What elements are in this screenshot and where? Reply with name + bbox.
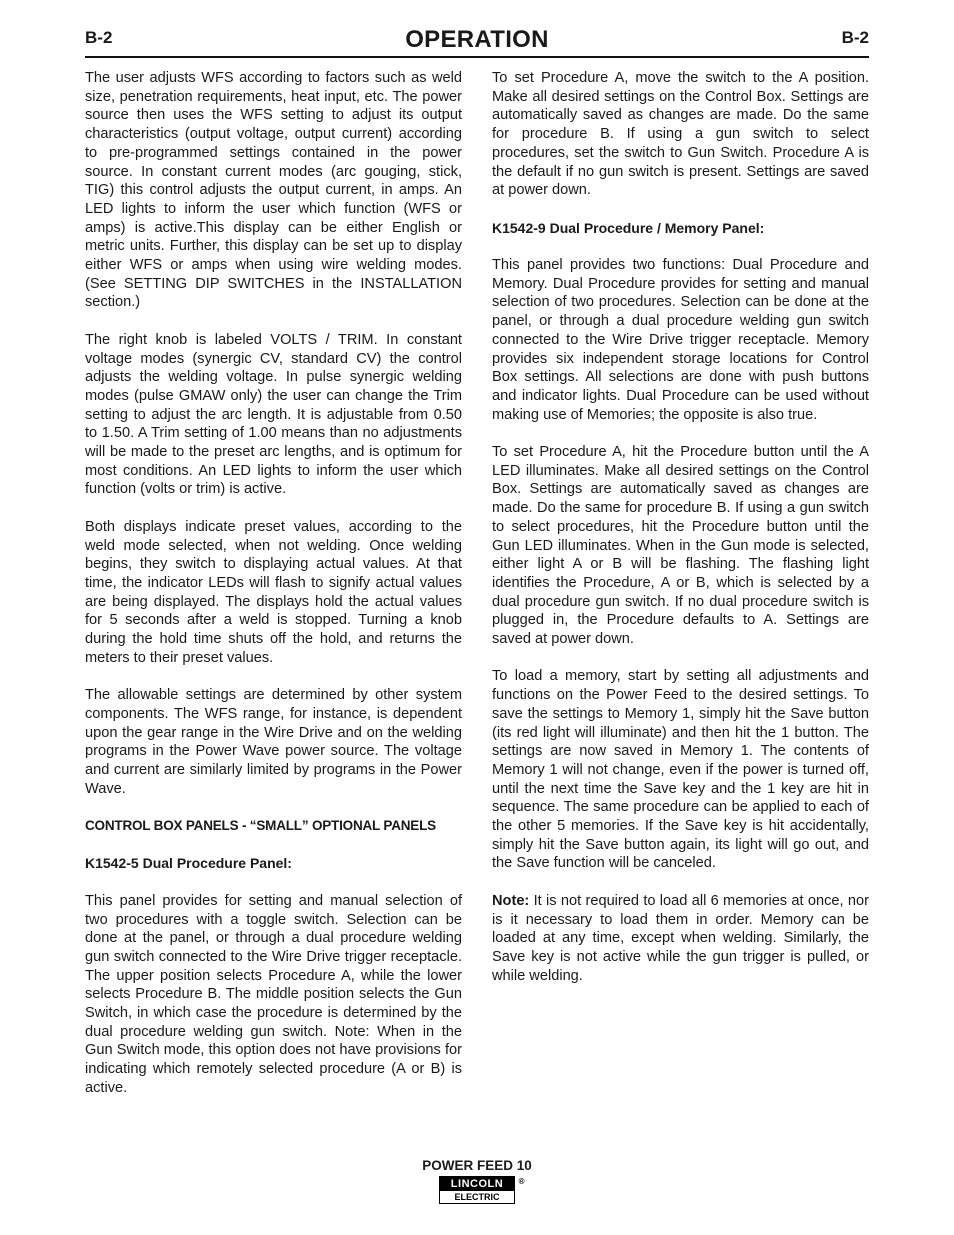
page-number-right: B-2 (841, 28, 869, 47)
lincoln-electric-logo (439, 1176, 525, 1204)
page-footer (0, 1158, 954, 1205)
paragraph: The allowable settings are determined by other system components. The WFS range, for instance, is dependent upon the gear range in the Wire Drive and on the welding programs in the Power Wave power source. The voltage and current are similarly limited by programs in the Power Wave. (85, 687, 462, 797)
paragraph: This panel provides for setting and manual selection of two procedures with a toggle switch. Selection can be done at the panel, or through a dual procedure welding gun switch connected to the Wire Drive trigger receptacle. The upper position selects Procedure A, while the lower selects Procedure B. The middle position selects the Gun Switch, in which case the procedure is determined by the dual procedure welding gun switch. Note: When in the Gun Switch mode, this option does not have provisions for indicating which remotely selected procedure (A or B) is active. (85, 892, 462, 1096)
paragraph: To set Procedure A, hit the Procedure button until the A LED illuminates. Make all desired settings on the Control Box. Settings are automatically saved as changes are made. Do the same for procedure B. If using a gun switch to select procedures, hit the Procedure button until the Gun LED illuminates. When in the Gun mode is selected, either light A or B will be flashing. The flashing light identifies the Procedure, A or B, which is selected by a dual procedure gun switch. If no dual procedure switch is plugged in, the Procedure defaults to A. Settings are saved at power down. (492, 444, 869, 648)
product-name: POWER FEED 10 (422, 1158, 532, 1173)
paragraph: To set Procedure A, move the switch to the A position. Make all desired settings on the Control Box. Settings are automatically saved as changes are made. Do the same for procedure B. If using a gun switch to select procedures, set the switch to Gun Switch. Procedure A is the default if no gun switch is present. Settings are saved at power down. (492, 70, 869, 199)
section-heading: CONTROL BOX PANELS - “SMALL” OPTIONAL PANELS (85, 818, 436, 834)
subheading: K1542-5 Dual Procedure Panel: (85, 855, 292, 872)
left-column (85, 69, 462, 1116)
logo-top-text: LINCOLN (450, 1178, 504, 1190)
right-column (492, 69, 869, 1004)
note-paragraph (492, 892, 869, 986)
registered-mark: ® (518, 1177, 525, 1186)
page-title: OPERATION (405, 26, 549, 53)
paragraph: The right knob is labeled VOLTS / TRIM. In constant voltage modes (synergic CV, standard CV) the control adjusts the welding voltage. In pulse synergic welding modes (pulse GMAW only) the user can change the Trim setting to adjust the arc length. It is adjustable from 0.50 to 1.50. A Trim setting of 1.00 means than no adjustments will be made to the preset arc lengths, and is optimum for most conditions. An LED lights to inform the user which function (volts or trim) is active. (85, 331, 462, 498)
paragraph: The user adjusts WFS according to factors such as weld size, penetration requirements, heat input, etc. The power source then uses the WFS setting to adjust its output characteristics (output voltage, output current) according to pre-programmed settings contained in the power source. In constant current modes (arc gouging, stick, TIG) this control adjusts the output current, in amps. An LED lights to inform the user which function (WFS or amps) is active.This display can be either English or metric units. Further, this display can be set up to display either WFS or amps when using wire welding modes. (See SETTING DIP SWITCHES in the INSTALLATION section.) (85, 70, 462, 311)
paragraph: This panel provides two functions: Dual Procedure and Memory. Dual Procedure provides for setting and manual selection of two procedures. Selection can be done at the panel, or through a dual procedure welding gun switch connected to the Wire Drive trigger receptacle. Memory provides six independent storage locations for Control Box settings. All selections are done with push buttons and indicator lights. Dual Procedure can be used without making use of Memories; the opposite is also true. (492, 257, 869, 423)
page-number-left: B-2 (85, 28, 113, 47)
note-label: Note: (492, 892, 530, 909)
header-rule (85, 56, 869, 58)
logo-bottom-text: ELECTRIC (454, 1192, 500, 1202)
subheading: K1542-9 Dual Procedure / Memory Panel: (492, 219, 765, 236)
paragraph: Both displays indicate preset values, according to the weld mode selected, when not welding. Once welding begins, they switch to displaying actual values. At that time, the indicator LEDs will flash to signify actual values are being displayed. The displays hold the actual values for 5 seconds after a weld is stopped. Turning a knob during the hold time shuts off the hold, and returns the meters to their preset values. (85, 518, 462, 666)
paragraph: To load a memory, start by setting all adjustments and functions on the Power Feed to the desired settings. To save the settings to Memory 1, simply hit the Save button (its red light will illuminate) and then hit the 1 button. The settings are now saved in Memory 1. The contents of Memory 1 will not change, even if the power is turned off, until the next time the Save key and the 1 key are hit in sequence. The same procedure can be applied to each of the other 5 memories. If the Save key is hit accidentally, simply hit the Save button again, its light will go out, and the Save function will be canceled. (492, 668, 869, 872)
note-text: It is not required to load all 6 memories at once, nor is it necessary to load them in order. Memory can be loaded at any time, except when welding. Similarly, the Save key is not active while the gun trigger is pulled, or while welding. (492, 892, 869, 984)
page-header (85, 24, 869, 60)
